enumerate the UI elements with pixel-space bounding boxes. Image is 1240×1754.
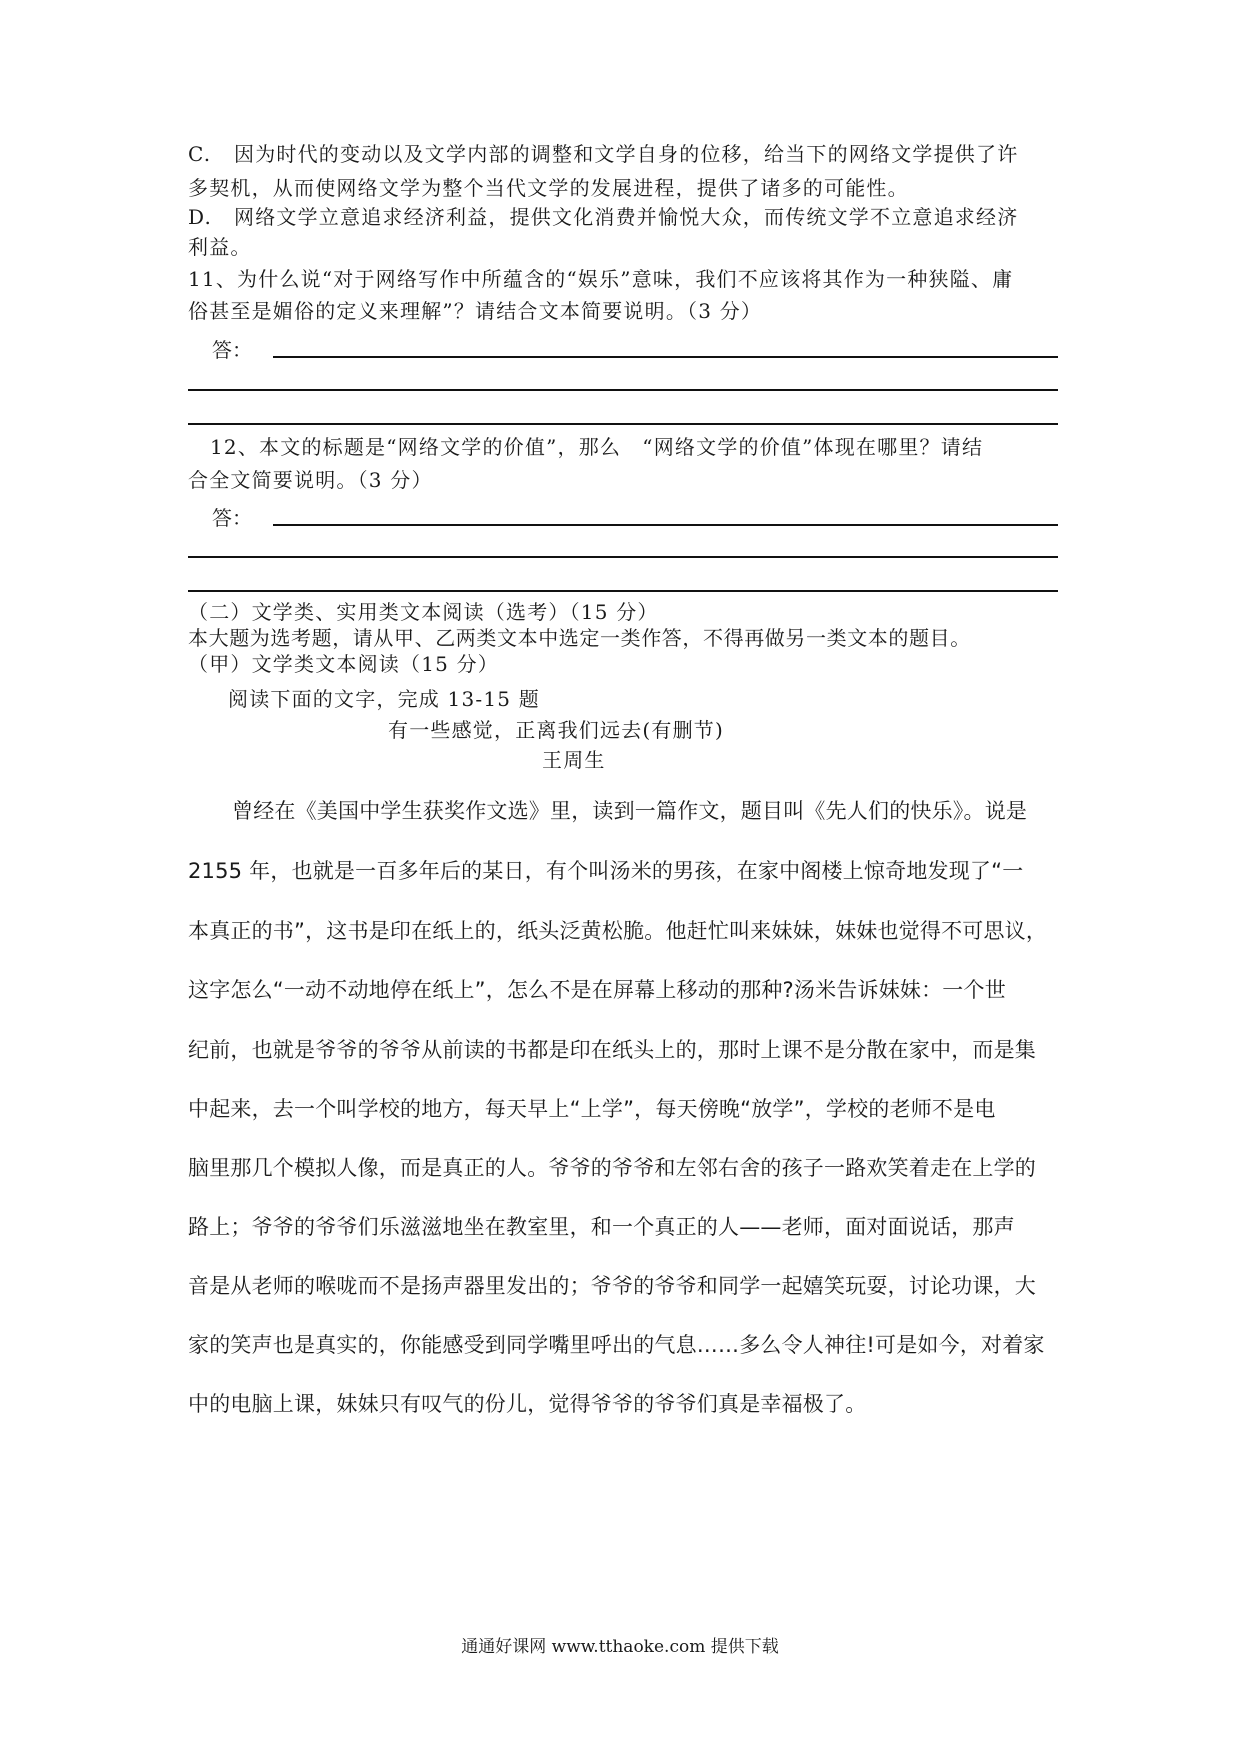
question-12-line-2: 合全文简要说明。（3 分） [188,468,433,492]
passage-line-8: 路上；爷爷的爷爷们乐滋滋地坐在教室里，和一个真正的人——老师，面对面说话，那声 [188,1215,1015,1239]
passage-line-10: 家的笑声也是真实的，你能感受到同学嘴里呼出的气息……多么令人神往!可是如今，对着家 [188,1333,1045,1357]
question-12-line-1: 12、本文的标题是“网络文学的价值”，那么 “网络文学的价值”体现在哪里？请结 [210,435,984,459]
passage-line-1: 曾经在《美国中学生获奖作文选》里，读到一篇作文，题目叫《先人们的快乐》。说是 [232,799,1028,823]
option-c-line-1 [188,140,1060,168]
question-11-answer-line-3[interactable] [188,423,1058,425]
section-2-heading: （二）文学类、实用类文本阅读（选考）（15 分） [188,600,659,624]
passage-line-5: 纪前，也就是爷爷的爷爷从前读的书都是印在纸头上的，那时上课不是分散在家中，而是集 [188,1038,1036,1062]
article-title: 有一些感觉，正离我们远去(有删节) [388,718,725,742]
question-12-answer-line-3[interactable] [188,590,1058,592]
read-prompt: 阅读下面的文字，完成 13-15 题 [228,687,540,711]
passage-line-11: 中的电脑上课，妹妹只有叹气的份儿，觉得爷爷的爷爷们真是幸福极了。 [188,1392,867,1416]
passage-line-7: 脑里那几个模拟人像，而是真正的人。爷爷的爷爷和左邻右舍的孩子一路欢笑着走在上学的 [188,1156,1036,1180]
option-c-line-2: 多契机，从而使网络文学为整个当代文学的发展进程，提供了诸多的可能性。 [188,176,909,200]
question-11-answer-label: 答： [212,338,252,362]
passage-line-6: 中起来，去一个叫学校的地方，每天早上“上学”，每天傍晚“放学”，学校的老师不是电 [188,1097,996,1121]
option-d-line-2: 利益。 [188,235,252,259]
section-2-subheading: （甲）文学类文本阅读（15 分） [188,652,500,676]
question-11-answer-line-1[interactable] [273,356,1058,358]
option-c-label: C. [188,142,212,166]
option-d-text-1: 网络文学立意追求经济利益，提供文化消费并愉悦大众，而传统文学不立意追求经济 [234,205,1019,229]
option-d-line-1 [188,203,1060,231]
passage-line-9: 音是从老师的喉咙而不是扬声器里发出的；爷爷的爷爷和同学一起嬉笑玩耍，讨论功课，大 [188,1274,1036,1298]
passage-line-2: 2155 年，也就是一百多年后的某日，有个叫汤米的男孩，在家中阁楼上惊奇地发现了“一 [188,859,1024,883]
option-c-text-1: 因为时代的变动以及文学内部的调整和文学自身的位移，给当下的网络文学提供了许 [234,142,1019,166]
question-11-line-2: 俗甚至是媚俗的定义来理解”？请结合文本简要说明。（3 分） [188,299,763,323]
question-12-answer-line-1[interactable] [273,524,1058,526]
article-author: 王周生 [542,748,606,772]
passage-line-3: 本真正的书”，这书是印在纸上的，纸头泛黄松脆。他赶忙叫来妹妹，妹妹也觉得不可思议， [188,919,1048,943]
question-11-line-1: 11、为什么说“对于网络写作中所蕴含的“娱乐”意味，我们不应该将其作为一种狭隘、庸 [188,267,1014,291]
question-12-answer-label: 答： [212,506,252,530]
question-11-answer-line-2[interactable] [188,389,1058,391]
option-d-label: D. [188,205,213,229]
passage-line-4: 这字怎么“一动不动地停在纸上”，怎么不是在屏幕上移动的那种?汤米告诉妹妹：一个世 [188,978,1006,1002]
section-2-instruction: 本大题为选考题，请从甲、乙两类文本中选定一类作答，不得再做另一类文本的题目。 [188,626,971,650]
question-11-answer-row [188,336,1060,366]
page-footer: 通通好课网 www.tthaoke.com 提供下载 [461,1637,779,1657]
question-12-answer-row [188,504,1060,534]
question-12-answer-line-2[interactable] [188,556,1058,558]
